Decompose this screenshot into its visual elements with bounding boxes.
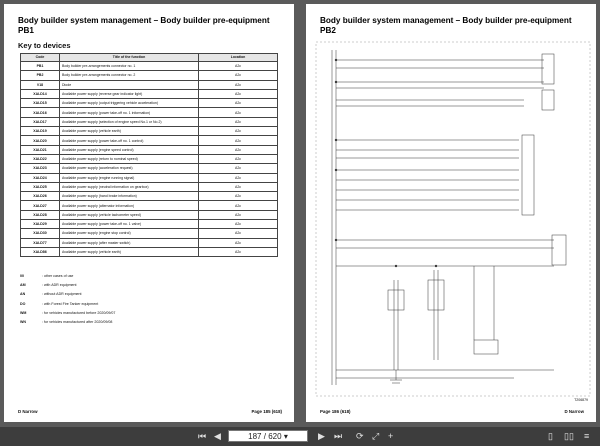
cell-title: Available power supply (selection of engine speed No.1 or No.2) (60, 117, 199, 126)
table-row (21, 220, 278, 229)
cell-code: XALD86 (21, 247, 60, 256)
legend-note (20, 300, 270, 309)
table-row (21, 108, 278, 117)
table-row (21, 210, 278, 219)
cell-title: Available power supply (vehicle earth) (60, 247, 199, 256)
table-row (21, 127, 278, 136)
cell-location: A2c (199, 99, 278, 108)
cell-code: V18 (21, 80, 60, 89)
legend-code: AM (20, 283, 26, 288)
cell-location: A2c (199, 145, 278, 154)
cell-code: XALD22 (21, 154, 60, 163)
cell-code: XALD14 (21, 89, 60, 98)
cell-title: Available power supply (engine running signal) (60, 173, 199, 182)
cell-location: A2c (199, 71, 278, 80)
page-current: 187 (248, 432, 262, 441)
legend-code: WN (20, 319, 26, 324)
header-code: Code (21, 54, 60, 62)
cell-title: Available power supply (power take-off no. 1 control) (60, 136, 199, 145)
prev-page-icon[interactable]: ◀ (214, 431, 221, 441)
table-row (21, 89, 278, 98)
cell-location: A2c (199, 247, 278, 256)
key-to-devices-heading: Key to devices (18, 41, 71, 50)
right-page (306, 4, 596, 422)
table-row (21, 71, 278, 80)
cell-location: A2c (199, 201, 278, 210)
cell-location: A2c (199, 89, 278, 98)
legend-code: WM (20, 310, 27, 315)
zoom-in-icon[interactable]: + (388, 431, 394, 441)
table-row (21, 62, 278, 71)
table-row (21, 99, 278, 108)
table-header-row (21, 54, 278, 62)
key-to-devices-table (20, 53, 278, 257)
cell-title: Available power supply (return to nominal speed) (60, 154, 199, 163)
table-row (21, 192, 278, 201)
legend-text: : with Forest Fire Tanker equipment (42, 301, 99, 306)
cell-code: XALD77 (21, 238, 60, 247)
two-page-icon[interactable]: ▯▯ (564, 431, 574, 441)
cell-title: Available power supply (power take-off no. 1 information) (60, 108, 199, 117)
cell-code: XALD16 (21, 108, 60, 117)
page-number-box[interactable] (228, 430, 308, 442)
cell-code: XALD19 (21, 127, 60, 136)
table-row (21, 173, 278, 182)
cell-code: XALD27 (21, 201, 60, 210)
table-row (21, 164, 278, 173)
cell-location: A2c (199, 164, 278, 173)
table-row (21, 117, 278, 126)
table-row (21, 80, 278, 89)
cell-location: A2c (199, 210, 278, 219)
table-row (21, 145, 278, 154)
cell-title: Diode (60, 80, 199, 89)
continuous-scroll-icon[interactable]: ≡ (584, 431, 590, 441)
cell-title: Available power supply (engine stop control) (60, 229, 199, 238)
table-row (21, 201, 278, 210)
wiring-diagram (314, 40, 592, 400)
cell-title: Available power supply (hand brake information) (60, 192, 199, 201)
legend-text: : other cases of use (42, 274, 74, 278)
header-title: Title of the function (60, 54, 199, 62)
left-footer-left: D Narrow (18, 409, 38, 414)
table-row (21, 229, 278, 238)
table-row (21, 136, 278, 145)
chevron-down-icon[interactable]: ▾ (283, 432, 288, 441)
single-page-icon[interactable]: ▯ (548, 431, 553, 441)
legend-text: : with ADR equipment (42, 283, 77, 288)
legend-note (20, 309, 270, 318)
cell-location: A2c (199, 229, 278, 238)
right-page-title: Body builder system management – Body builder pre-equipment PB2 (320, 16, 572, 35)
left-page (4, 4, 294, 422)
right-footer-right: D Narrow (564, 409, 584, 414)
table-row (21, 154, 278, 163)
cell-location: A2c (199, 238, 278, 247)
cell-code: XALD17 (21, 117, 60, 126)
legend-text: : without ADR equipment (42, 292, 82, 297)
cell-title: Available power supply (after master switch) (60, 238, 199, 247)
cell-title: Available power supply (reverse gear indicator light) (60, 89, 199, 98)
diagram-code: T206879 (574, 398, 588, 402)
left-page-title: Body builder system management – Body builder pre-equipment PB1 (18, 16, 270, 35)
cell-code: XALD24 (21, 173, 60, 182)
legend-code: DO (20, 301, 26, 306)
cell-code: XALD20 (21, 136, 60, 145)
table-row (21, 182, 278, 191)
table-body (21, 62, 278, 257)
cell-code: XALD15 (21, 99, 60, 108)
cell-location: A2c (199, 220, 278, 229)
first-page-icon[interactable]: ⏮ (198, 431, 207, 441)
right-footer-left: Page 186 (618) (320, 409, 351, 414)
cell-code: XALD29 (21, 220, 60, 229)
cell-location: A2c (199, 117, 278, 126)
cell-code: XALD23 (21, 164, 60, 173)
cell-title: Available power supply (alternator information) (60, 201, 199, 210)
legend-code: AN (20, 292, 26, 297)
cell-title: Available power supply (vehicle earth) (60, 127, 199, 136)
legend-text: : for vehicles manufactured after 2020/09/08 (42, 319, 113, 324)
cell-title: Available power supply (output triggering vehicle acceleration) (60, 99, 199, 108)
cell-location: A2c (199, 127, 278, 136)
cell-location: A2c (199, 62, 278, 71)
cell-title: Available power supply (vehicle tachometer speed) (60, 210, 199, 219)
legend-note (20, 290, 270, 299)
table-row (21, 238, 278, 247)
cell-location: A2c (199, 154, 278, 163)
cell-title: Available power supply (engine speed control) (60, 145, 199, 154)
viewer-toolbar (0, 427, 600, 446)
cell-code: XALD25 (21, 182, 60, 191)
last-page-icon[interactable]: ⏭ (334, 431, 343, 441)
legend-note (20, 272, 270, 281)
rotate-icon[interactable]: ⟳ (356, 431, 364, 441)
cell-title: Available power supply (power take-off no. 1 valve) (60, 220, 199, 229)
cell-code: PB1 (21, 62, 60, 71)
cell-title: Available power supply (acceleration request) (60, 164, 199, 173)
cell-location: A2c (199, 108, 278, 117)
cell-code: XALD26 (21, 192, 60, 201)
cell-code: PB2 (21, 71, 60, 80)
header-location: Location (199, 54, 278, 62)
page-total: 620 (268, 432, 282, 441)
legend-text: : for vehicles manufactured before 2020/09/07 (42, 310, 116, 315)
legend-code: 00 (20, 274, 24, 278)
cell-location: A2c (199, 136, 278, 145)
page-separator: / (263, 432, 266, 441)
cell-code: XALD30 (21, 229, 60, 238)
legend-note (20, 281, 270, 290)
cell-location: A2c (199, 192, 278, 201)
cell-location: A2c (199, 80, 278, 89)
cell-code: XALD28 (21, 210, 60, 219)
cell-title: Body builder pre-arrangements connector no. 2 (60, 71, 199, 80)
fit-page-icon[interactable]: ⤢ (372, 431, 380, 441)
cell-code: XALD21 (21, 145, 60, 154)
cell-title: Body builder pre-arrangements connector no. 1 (60, 62, 199, 71)
cell-title: Available power supply (neutral information on gearbox) (60, 182, 199, 191)
left-footer-right: Page 185 (618) (251, 409, 282, 414)
legend-notes (20, 272, 270, 327)
table-row (21, 247, 278, 256)
cell-location: A2c (199, 173, 278, 182)
next-page-icon[interactable]: ▶ (318, 431, 325, 441)
legend-note (20, 318, 270, 327)
cell-location: A2c (199, 182, 278, 191)
